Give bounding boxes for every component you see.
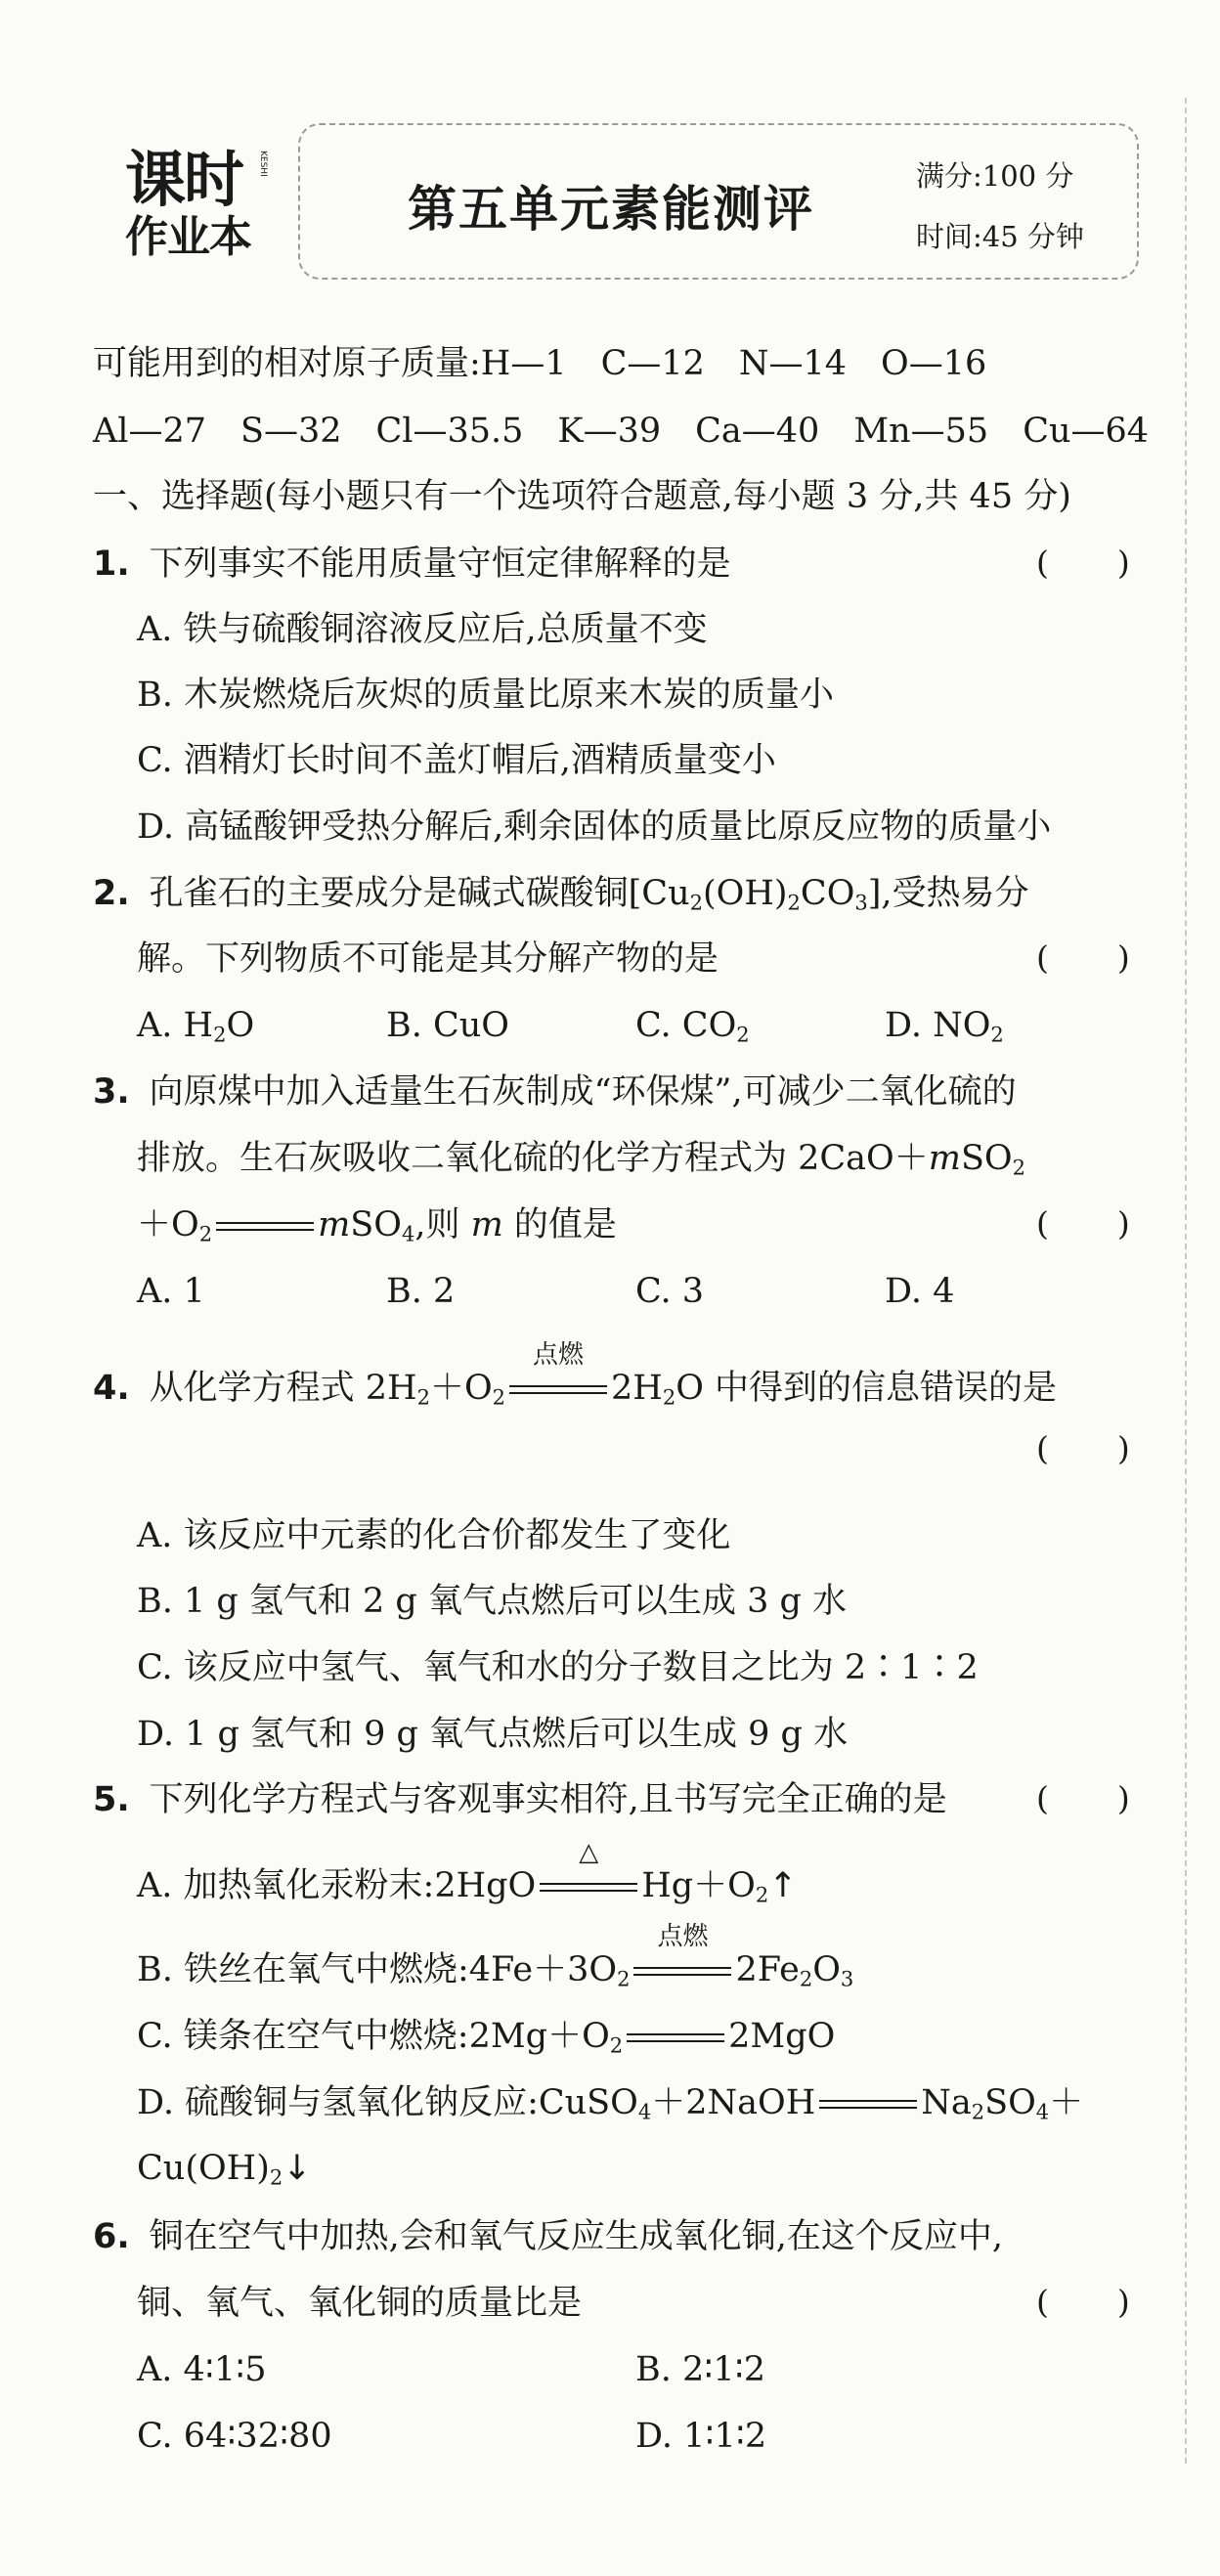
q4-num: 4.: [93, 1369, 130, 1408]
q6-option-a: A. 4∶1∶5: [137, 2350, 267, 2389]
q5-option-d: D. 硫酸铜与氢氧化钠反应:CuSO$_4$＋2NaOH $Na_2SO_4+$: [137, 2083, 1084, 2124]
logo-line2: 作业本: [125, 212, 251, 262]
q3-answer-blank[interactable]: (): [1036, 1204, 1198, 1243]
q4-option-c: C. 该反应中氢气、氧气和水的分子数目之比为 2∶1∶2: [137, 1648, 979, 1687]
q4-option-d: D. 1 g 氢气和 9 g 氧气点燃后可以生成 9 g 水: [137, 1715, 849, 1754]
q2-option-c: C. $CO_2$: [635, 1006, 750, 1047]
section-title: 一、选择题(每小题只有一个选项符合题意,每小题 3 分,共 45 分): [93, 477, 1071, 516]
q2-stem2: 解。下列物质不可能是其分解产物的是: [137, 939, 719, 979]
q6-answer-blank[interactable]: (): [1036, 2283, 1198, 2321]
q4-option-a: A. 该反应中元素的化合价都发生了变化: [137, 1516, 731, 1555]
q3-option-c: C. 3: [635, 1272, 705, 1311]
q6-option-b: B. 2∶1∶2: [635, 2350, 765, 2389]
page-edge: [1185, 98, 1187, 2464]
q1-option-a: A. 铁与硫酸铜溶液反应后,总质量不变: [137, 610, 708, 649]
masses-line1: 可能用到的相对原子质量:H—1 C—12 N—14 O—16: [93, 344, 987, 383]
q5-stem: 5. 下列化学方程式与客观事实相符,且书写完全正确的是: [93, 1780, 947, 1819]
q2-option-d: D. $NO_2$: [885, 1006, 1004, 1047]
q1-stem: [93, 541, 731, 588]
q5-num: 5.: [93, 1780, 130, 1819]
q6-stem2: 铜、氧气、氧化铜的质量比是: [137, 2284, 583, 2323]
q6-options-row2: [137, 2413, 1134, 2460]
equals-sign: 点燃: [633, 1961, 731, 1983]
q5-option-a: A. 加热氧化汞粉末:2HgO △ $Hg+O_2↑$: [137, 1837, 798, 1907]
q6-options-row1: [137, 2346, 1134, 2393]
equals-sign: [216, 1216, 314, 1238]
q3-option-a: A. 1: [137, 1272, 205, 1311]
logo-line1: 课时: [125, 144, 243, 215]
q2-num: 2.: [93, 874, 130, 913]
page-title: 第五单元素能测评: [408, 180, 814, 238]
q2-answer-blank[interactable]: (): [1036, 939, 1198, 977]
q2-stem1: 2. 孔雀石的主要成分是碱式碳酸铜$[Cu_2(OH)_2CO_3]$,受热易分: [93, 874, 1029, 915]
q1-option-c: C. 酒精灯长时间不盖灯帽后,酒精质量变小: [137, 741, 776, 780]
logo-tiny: KESHI: [258, 151, 268, 177]
q6-num: 6.: [93, 2217, 130, 2256]
q4-stem: 4. 从化学方程式 $2H_2+O_2$ 点燃 $2H_2O$ 中得到的信息错误的是: [93, 1339, 1058, 1410]
q2-option-b: B. CuO: [386, 1006, 509, 1045]
q6-stem1: 6. 铜在空气中加热,会和氧气反应生成氧化铜,在这个反应中,: [93, 2217, 1004, 2256]
q5-option-b: B. 铁丝在氧气中燃烧$:4Fe+3O_2$ 点燃 $2Fe_2O_3$: [137, 1921, 854, 1991]
q5-option-c: C. 镁条在空气中燃烧$:2Mg+O_2$ 2MgO: [137, 2017, 836, 2058]
q5-answer-blank[interactable]: (): [1036, 1779, 1198, 1817]
arrow-down-icon: ↓: [283, 2149, 312, 2188]
equals-sign: [819, 2094, 917, 2116]
q2-option-a: A. $H_2O$: [137, 1006, 255, 1047]
arrow-up-icon: ↑: [768, 1866, 798, 1905]
header-box: [298, 123, 1139, 280]
q3-option-d: D. 4: [885, 1272, 955, 1311]
time-limit: 时间:45 分钟: [916, 220, 1084, 253]
equals-sign: [627, 2028, 724, 2049]
q6-option-c: C. 64∶32∶80: [137, 2417, 332, 2456]
q1-text: 下列事实不能用质量守恒定律解释的是: [149, 545, 731, 584]
q2-options: [137, 1002, 1134, 1058]
q3-stem2: 排放。生石灰吸收二氧化硫的化学方程式为 2CaO＋mSO$_2$: [137, 1139, 1025, 1180]
q3-num: 3.: [93, 1072, 130, 1112]
q5-option-d-cont: $Cu(OH)_2↓$: [137, 2149, 312, 2190]
q3-stem1: 3. 向原煤中加入适量生石灰制成“环保煤”,可减少二氧化硫的: [93, 1072, 1017, 1112]
equals-sign: 点燃: [509, 1379, 607, 1401]
logo: [125, 144, 272, 262]
q3-options: [137, 1268, 1134, 1315]
q1-answer-blank[interactable]: (): [1036, 544, 1198, 582]
equals-sign: △: [540, 1877, 637, 1899]
q4-option-b: B. 1 g 氢气和 2 g 氧气点燃后可以生成 3 g 水: [137, 1582, 847, 1621]
full-score: 满分:100 分: [916, 159, 1074, 193]
masses-line2: Al—27 S—32 Cl—35.5 K—39 Ca—40 Mn—55 Cu—64: [93, 412, 1150, 451]
q1-option-d: D. 高锰酸钾受热分解后,剩余固体的质量比原反应物的质量小: [137, 808, 1052, 847]
q6-option-d: D. 1∶1∶2: [635, 2417, 767, 2456]
q3-stem3: $+O_2$ mSO$_4$,则 m 的值是: [137, 1205, 617, 1246]
q1-option-b: B. 木炭燃烧后灰烬的质量比原来木炭的质量小: [137, 676, 834, 715]
q3-option-b: B. 2: [386, 1272, 456, 1311]
q4-answer-blank[interactable]: (): [1036, 1429, 1198, 1467]
q1-num: 1.: [93, 545, 130, 584]
